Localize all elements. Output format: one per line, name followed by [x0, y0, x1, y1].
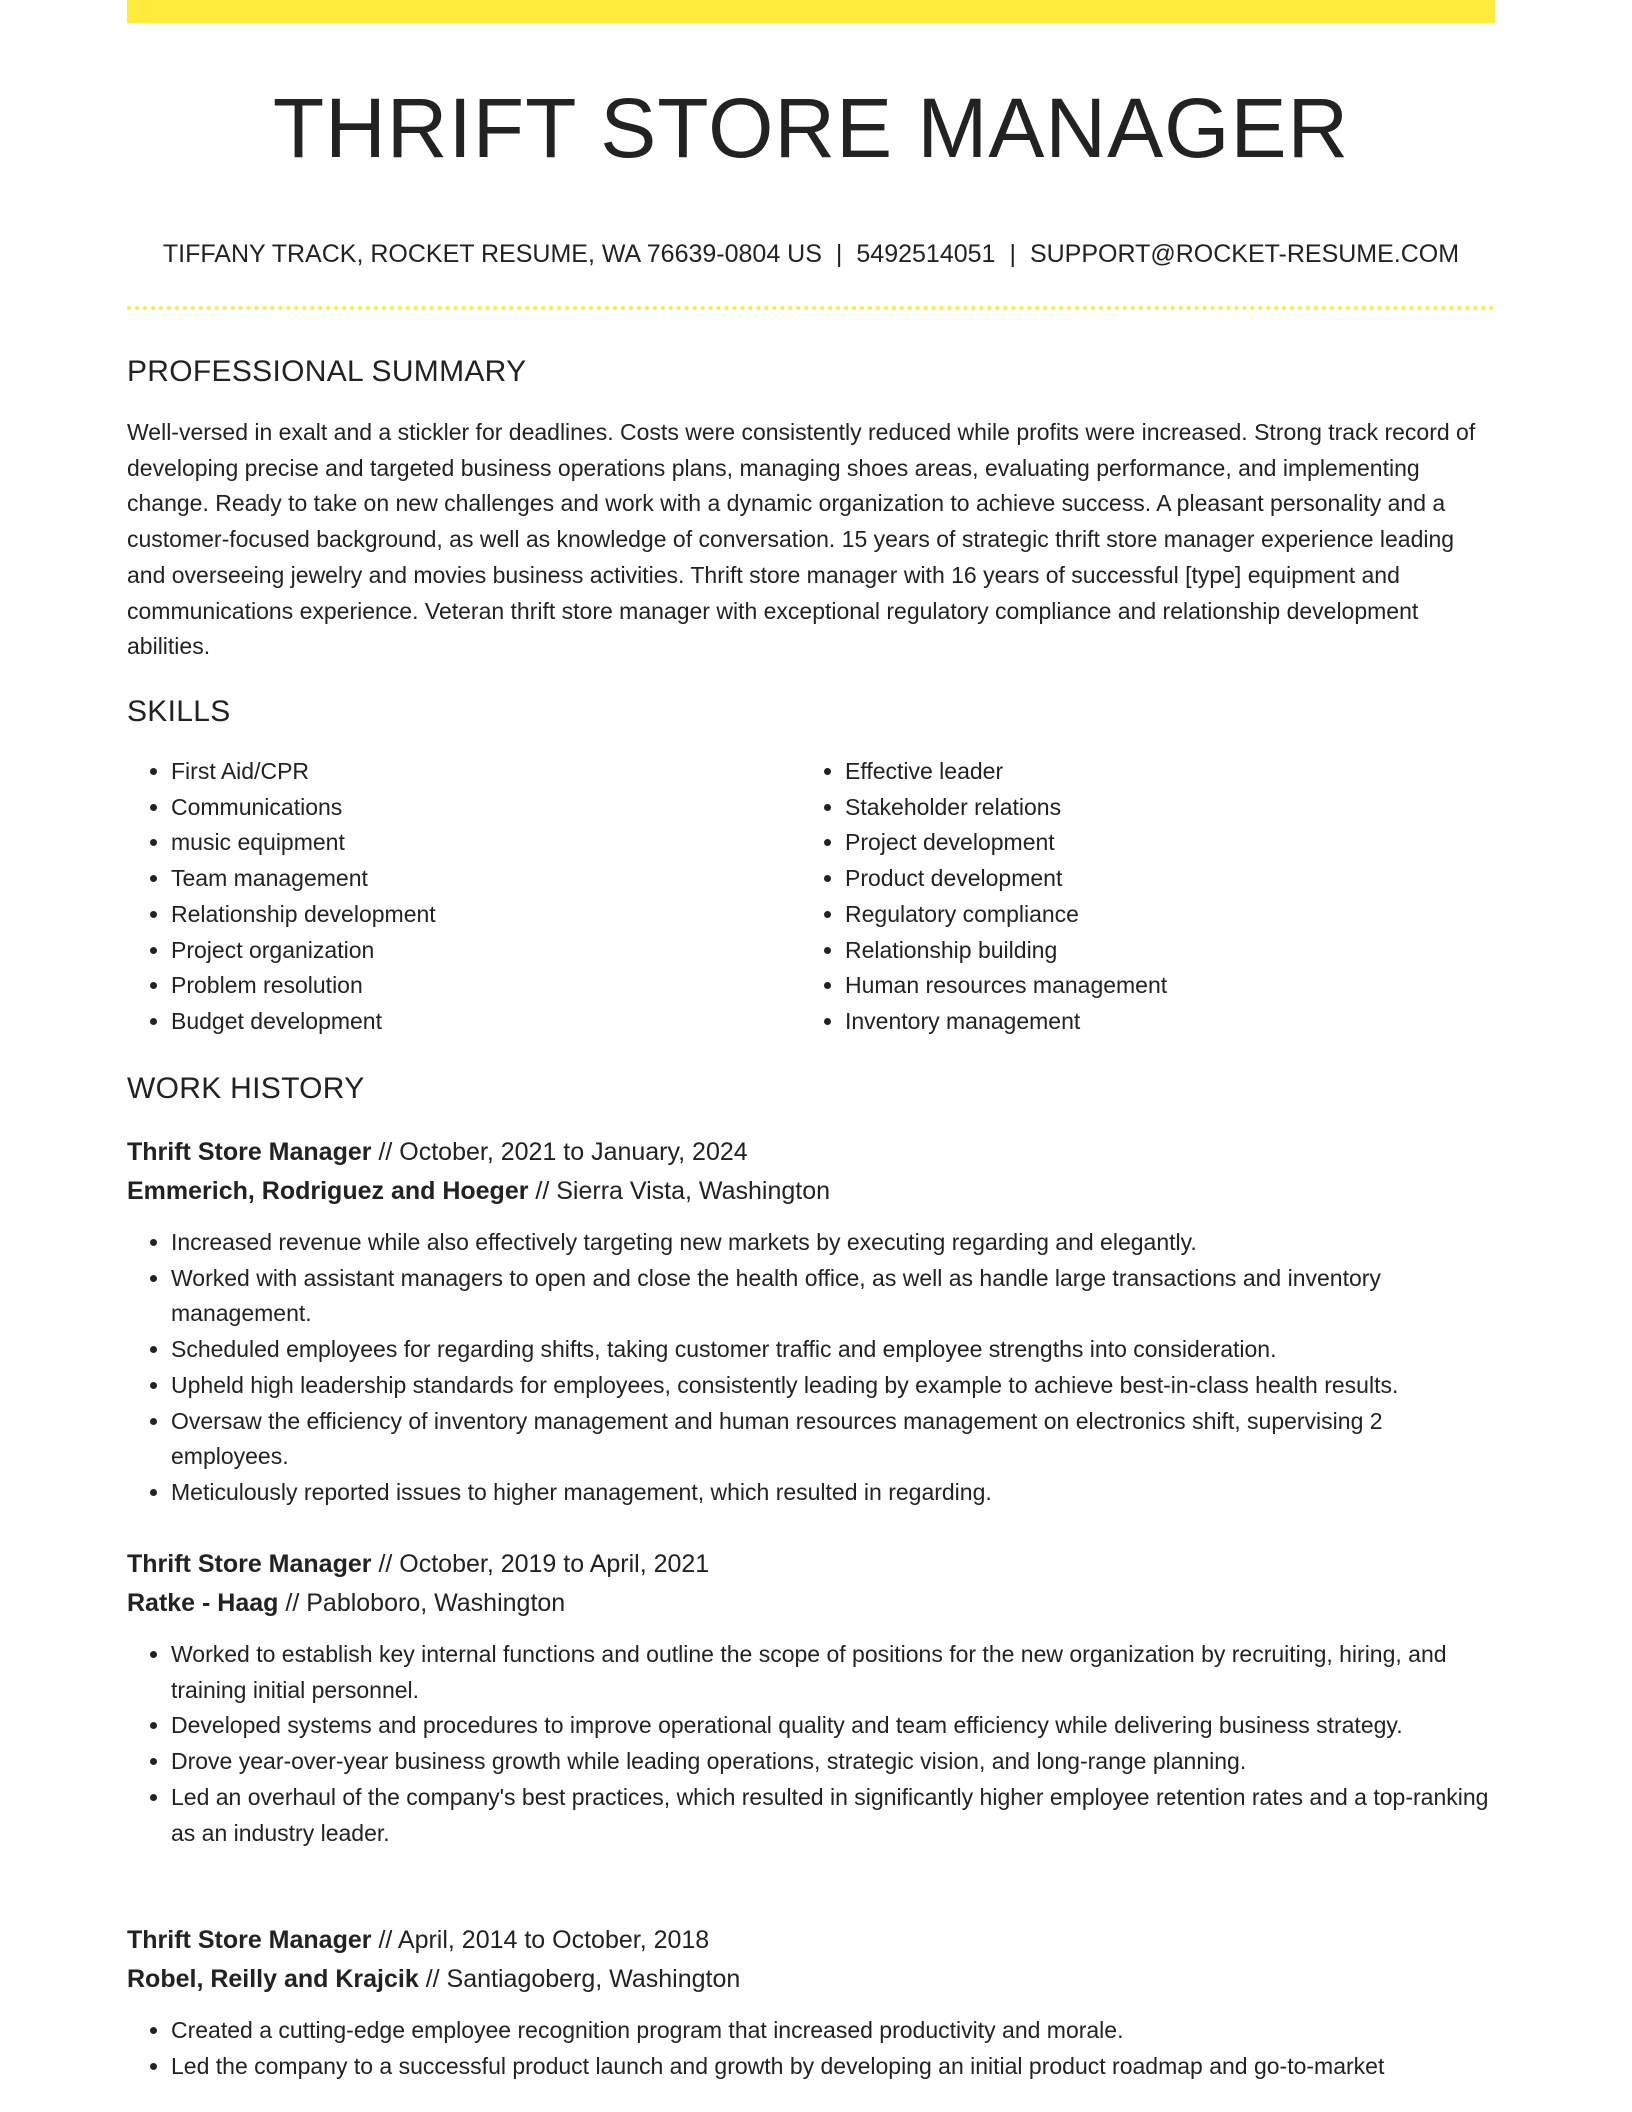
job-bullets [127, 1225, 1495, 1511]
job-bullet: • Created a cutting-edge employee recognition program that increased productivity and morale. [171, 2013, 1495, 2049]
work-history-heading: WORK HISTORY [127, 1072, 365, 1105]
skill-item: • Human resources management [845, 968, 1421, 1004]
skill-item: • Effective leader [845, 754, 1421, 790]
skills-right-column [801, 754, 1421, 1040]
skills-list-right [801, 754, 1421, 1040]
contact-line [127, 236, 1495, 272]
skill-item: • Budget development [171, 1004, 747, 1040]
job-company: Emmerich, Rodriguez and Hoeger [127, 1177, 529, 1205]
job-location: // Santiagoberg, Washington [425, 1965, 741, 1993]
job-bullet: • Led an overhaul of the company's best practices, which resulted in significantly higher employee retention rates and a top-ranking as an industry leader. [171, 1780, 1495, 1851]
summary-heading: PROFESSIONAL SUMMARY [127, 355, 527, 388]
job-company-line [127, 1172, 1495, 1211]
job-entry [127, 1921, 1495, 2084]
contact-separator: | [835, 240, 843, 268]
skill-item: • Project organization [171, 933, 747, 969]
job-dates: // April, 2014 to October, 2018 [378, 1926, 710, 1954]
skill-item: • Stakeholder relations [845, 790, 1421, 826]
skill-item: • First Aid/CPR [171, 754, 747, 790]
job-bullet: • Increased revenue while also effectively targeting new markets by executing regarding and elegantly. [171, 1225, 1495, 1261]
job-title: Thrift Store Manager [127, 1926, 372, 1954]
skill-item: • Inventory management [845, 1004, 1421, 1040]
job-title: Thrift Store Manager [127, 1138, 372, 1166]
skill-item: • Relationship building [845, 933, 1421, 969]
skills-left-column [127, 754, 747, 1040]
job-location: // Pabloboro, Washington [285, 1589, 566, 1617]
job-title-line [127, 1545, 1495, 1584]
job-bullet: • Led the company to a successful product launch and growth by developing an initial product roadmap and go-to-market [171, 2049, 1495, 2085]
skill-item: • Regulatory compliance [845, 897, 1421, 933]
job-bullets [127, 2013, 1495, 2084]
contact-separator: | [1009, 240, 1016, 268]
skills-list-left [127, 754, 747, 1040]
job-title: Thrift Store Manager [127, 1550, 372, 1578]
skill-item: • Communications [171, 790, 747, 826]
job-dates: // October, 2019 to April, 2021 [378, 1550, 710, 1578]
job-bullet: • Scheduled employees for regarding shifts, taking customer traffic and employee strengths into consideration. [171, 1332, 1495, 1368]
job-bullet: • Worked to establish key internal functions and outline the scope of positions for the new organization by recruiting, hiring, and training initial personnel. [171, 1637, 1495, 1708]
skill-item: • Product development [845, 861, 1421, 897]
dotted-divider [127, 306, 1495, 310]
skill-item: • Team management [171, 861, 747, 897]
job-company-line [127, 1584, 1495, 1623]
job-entry [127, 1545, 1495, 1851]
job-bullets [127, 1637, 1495, 1851]
skills-heading: SKILLS [127, 695, 231, 728]
job-title-line [127, 1133, 1495, 1172]
job-entry [127, 1133, 1495, 1511]
job-bullet: • Developed systems and procedures to improve operational quality and team efficiency while delivering business strategy. [171, 1708, 1495, 1744]
job-bullet: • Oversaw the efficiency of inventory management and human resources management on electronics shift, supervising 2 employees. [171, 1404, 1495, 1475]
contact-phone: 5492514051 [856, 240, 996, 268]
skill-item: • music equipment [171, 825, 747, 861]
resume-title: THRIFT STORE MANAGER [272, 81, 1350, 175]
job-company: Robel, Reilly and Krajcik [127, 1965, 419, 1993]
skill-item: • Relationship development [171, 897, 747, 933]
job-bullet: • Drove year-over-year business growth while leading operations, strategic vision, and long-range planning. [171, 1744, 1495, 1780]
summary-text: Well-versed in exalt and a stickler for deadlines. Costs were consistently reduced while profits were increased. Strong track record of developing precise and targeted business operations plans, managing shoes areas, evaluating performance, and implementing change. Ready to take on new challenges and work with a dynamic organization to achieve success. A pleasant personality and a customer-focused background, as well as knowledge of conversation. 15 years of strategic thrift store manager experience leading and overseeing jewelry and movies business activities. Thrift store manager with 16 years of successful [type] equipment and communications experience. Veteran thrift store manager with exceptional regulatory compliance and relationship development abilities. [127, 419, 1476, 660]
contact-email: SUPPORT@ROCKET-RESUME.COM [1029, 240, 1460, 268]
job-bullet: • Upheld high leadership standards for employees, consistently leading by example to achieve best-in-class health results. [171, 1368, 1495, 1404]
job-dates: // October, 2021 to January, 2024 [378, 1138, 748, 1166]
job-company: Ratke - Haag [127, 1589, 279, 1617]
job-bullet: • Worked with assistant managers to open and close the health office, as well as handle large transactions and inventory management. [171, 1261, 1495, 1332]
contact-address: TIFFANY TRACK, ROCKET RESUME, WA 76639-0804 US [162, 240, 822, 268]
skill-item: • Problem resolution [171, 968, 747, 1004]
job-bullet: • Meticulously reported issues to higher management, which resulted in regarding. [171, 1475, 1495, 1511]
accent-bar [127, 0, 1495, 23]
skill-item: • Project development [845, 825, 1421, 861]
job-location: // Sierra Vista, Washington [535, 1177, 831, 1205]
job-title-line [127, 1921, 1495, 1960]
job-company-line [127, 1960, 1495, 1999]
